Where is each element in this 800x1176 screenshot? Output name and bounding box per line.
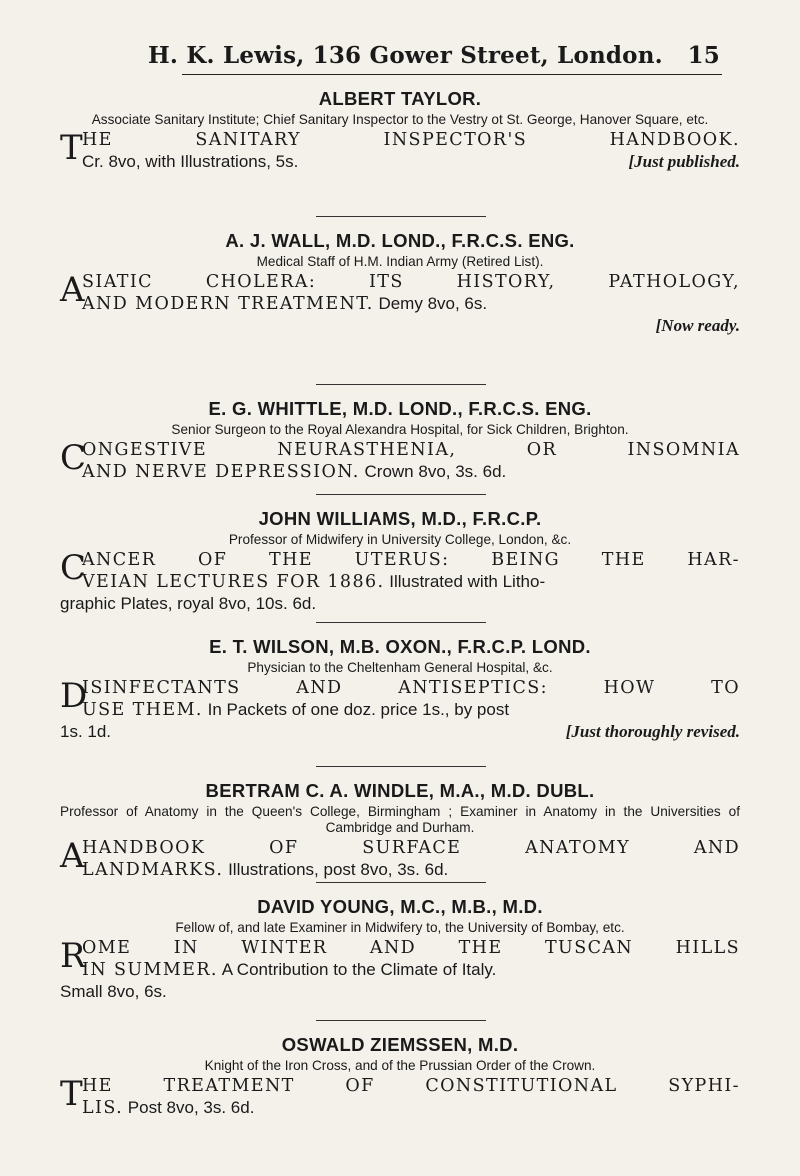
- book-listing: [60, 440, 740, 483]
- page-number: 15: [687, 42, 720, 69]
- author-name: OSWALD ZIEMSSEN, M.D.: [281, 1034, 519, 1055]
- entry-separator: [316, 494, 486, 495]
- author-name: E. T. WILSON, M.B. OXON., F.R.C.P. LOND.: [209, 636, 591, 657]
- book-title-line2: USE THEM.: [82, 700, 203, 720]
- book-title-line2: LANDMARKS.: [82, 860, 224, 880]
- catalogue-entry-wilson: [60, 636, 740, 742]
- book-title-line2: VEIAN LECTURES FOR 1886.: [82, 572, 385, 592]
- author-name: ALBERT TAYLOR.: [318, 88, 482, 109]
- author-description: Professor of Midwifery in University College, London, &c.: [228, 532, 572, 547]
- book-title-line2: IN SUMMER.: [82, 960, 218, 980]
- author-description: Medical Staff of H.M. Indian Army (Retired List).: [256, 254, 544, 269]
- author-description: Physician to the Cheltenham General Hospital, &c.: [247, 660, 553, 675]
- book-details: Crown 8vo, 3s. 6d.: [364, 462, 507, 481]
- book-details: A Contribution to the Climate of Italy.: [221, 960, 497, 979]
- book-listing: [60, 678, 740, 742]
- author-description: Fellow of, and late Examiner in Midwifery to, the University of Bombay, etc.: [175, 920, 625, 935]
- drop-capital: C: [60, 438, 87, 478]
- entry-separator: [316, 216, 486, 217]
- drop-capital: A: [60, 836, 85, 876]
- book-title: ONGESTIVE NEURASTHENIA, OR INSOMNIA: [82, 440, 740, 460]
- drop-capital: A: [60, 270, 85, 310]
- catalogue-entry-ziemssen: [60, 1034, 740, 1119]
- publication-note: [Just thoroughly revised.: [565, 722, 740, 741]
- drop-capital: C: [60, 548, 87, 588]
- book-details-continued: Small 8vo, 6s.: [60, 982, 167, 1001]
- drop-capital: R: [60, 936, 86, 976]
- author-name: E. G. WHITTLE, M.D. LOND., F.R.C.S. ENG.: [208, 398, 592, 419]
- book-details: Post 8vo, 3s. 6d.: [127, 1098, 255, 1117]
- entry-separator: [316, 384, 486, 385]
- book-title-continued: [60, 293, 740, 315]
- book-title: ISINFECTANTS AND ANTISEPTICS: HOW TO: [82, 678, 740, 698]
- book-title: SIATIC CHOLERA: ITS HISTORY, PATHOLOGY,: [82, 272, 740, 292]
- book-title: HANDBOOK OF SURFACE ANATOMY AND: [82, 838, 740, 858]
- book-title: HE SANITARY INSPECTOR'S HANDBOOK.: [82, 130, 740, 150]
- book-title-continued: [60, 1097, 740, 1119]
- publication-note: [Now ready.: [655, 316, 740, 335]
- author-name: BERTRAM C. A. WINDLE, M.A., M.D. DUBL.: [205, 780, 595, 801]
- author-description: Senior Surgeon to the Royal Alexandra Hospital, for Sick Children, Brighton.: [171, 422, 629, 437]
- book-details: Cr. 8vo, with Illustrations, 5s.: [82, 152, 299, 171]
- entry-separator: [316, 1020, 486, 1021]
- book-details-continued: graphic Plates, royal 8vo, 10s. 6d.: [60, 594, 317, 613]
- running-head: [120, 42, 720, 82]
- book-listing: [60, 550, 740, 614]
- book-title-continued: [60, 571, 740, 593]
- book-title-line2: AND NERVE DEPRESSION.: [82, 462, 360, 482]
- book-details-line: [60, 151, 740, 172]
- book-listing: [60, 938, 740, 1002]
- author-name: DAVID YOUNG, M.C., M.B., M.D.: [257, 896, 543, 917]
- entry-separator: [316, 622, 486, 623]
- book-listing: [60, 270, 740, 335]
- drop-capital: T: [60, 1074, 83, 1114]
- book-title: HE TREATMENT OF CONSTITUTIONAL SYPHI-: [82, 1076, 740, 1096]
- drop-capital: D: [60, 676, 88, 716]
- book-listing: [60, 130, 740, 172]
- catalogue-entry-young: [60, 896, 740, 1002]
- publication-note: [Just published.: [628, 152, 740, 171]
- catalogue-entry-windle: [60, 780, 740, 881]
- book-details-continued: 1s. 1d.: [60, 722, 112, 741]
- book-details: Illustrated with Litho-: [389, 572, 546, 591]
- book-details: Demy 8vo, 6s.: [378, 294, 488, 313]
- catalogue-entry-wall: [60, 230, 740, 336]
- book-title: OME IN WINTER AND THE TUSCAN HILLS: [82, 938, 740, 958]
- catalogue-entry-whittle: [60, 398, 740, 483]
- entry-separator: [316, 882, 486, 883]
- book-title: ANCER OF THE UTERUS: BEING THE HAR-: [82, 550, 740, 570]
- book-title-continued: [60, 699, 740, 721]
- book-listing: [60, 1076, 740, 1119]
- drop-capital: T: [60, 128, 83, 168]
- catalogue-entry-williams: [60, 508, 740, 614]
- book-details: In Packets of one doz. price 1s., by post: [207, 700, 510, 719]
- book-title-continued: [60, 461, 740, 483]
- book-title-continued: [60, 859, 740, 881]
- book-details: Illustrations, post 8vo, 3s. 6d.: [228, 860, 449, 879]
- author-description: Professor of Anatomy in the Queen's College, Birmingham ; Examiner in Anatomy in the Universities of Cambridge and Durham.: [60, 804, 740, 835]
- catalogue-entry-taylor: [60, 88, 740, 172]
- book-title-line2: AND MODERN TREATMENT.: [82, 294, 374, 314]
- author-name: JOHN WILLIAMS, M.D., F.R.C.P.: [258, 508, 542, 529]
- book-title-continued: [60, 959, 740, 981]
- book-listing: [60, 838, 740, 881]
- author-name: A. J. WALL, M.D. LOND., F.R.C.S. ENG.: [225, 230, 575, 251]
- running-head-title: H. K. Lewis, 136 Gower Street, London.: [148, 42, 663, 69]
- author-description: Knight of the Iron Cross, and of the Prussian Order of the Crown.: [204, 1058, 596, 1073]
- header-rule: [182, 74, 722, 75]
- author-description: Associate Sanitary Institute; Chief Sanitary Inspector to the Vestry ot St. George, Hanover Square, etc.: [91, 112, 709, 127]
- book-details-line: [60, 721, 740, 742]
- entry-separator: [316, 766, 486, 767]
- book-title-line2: LIS.: [82, 1098, 124, 1118]
